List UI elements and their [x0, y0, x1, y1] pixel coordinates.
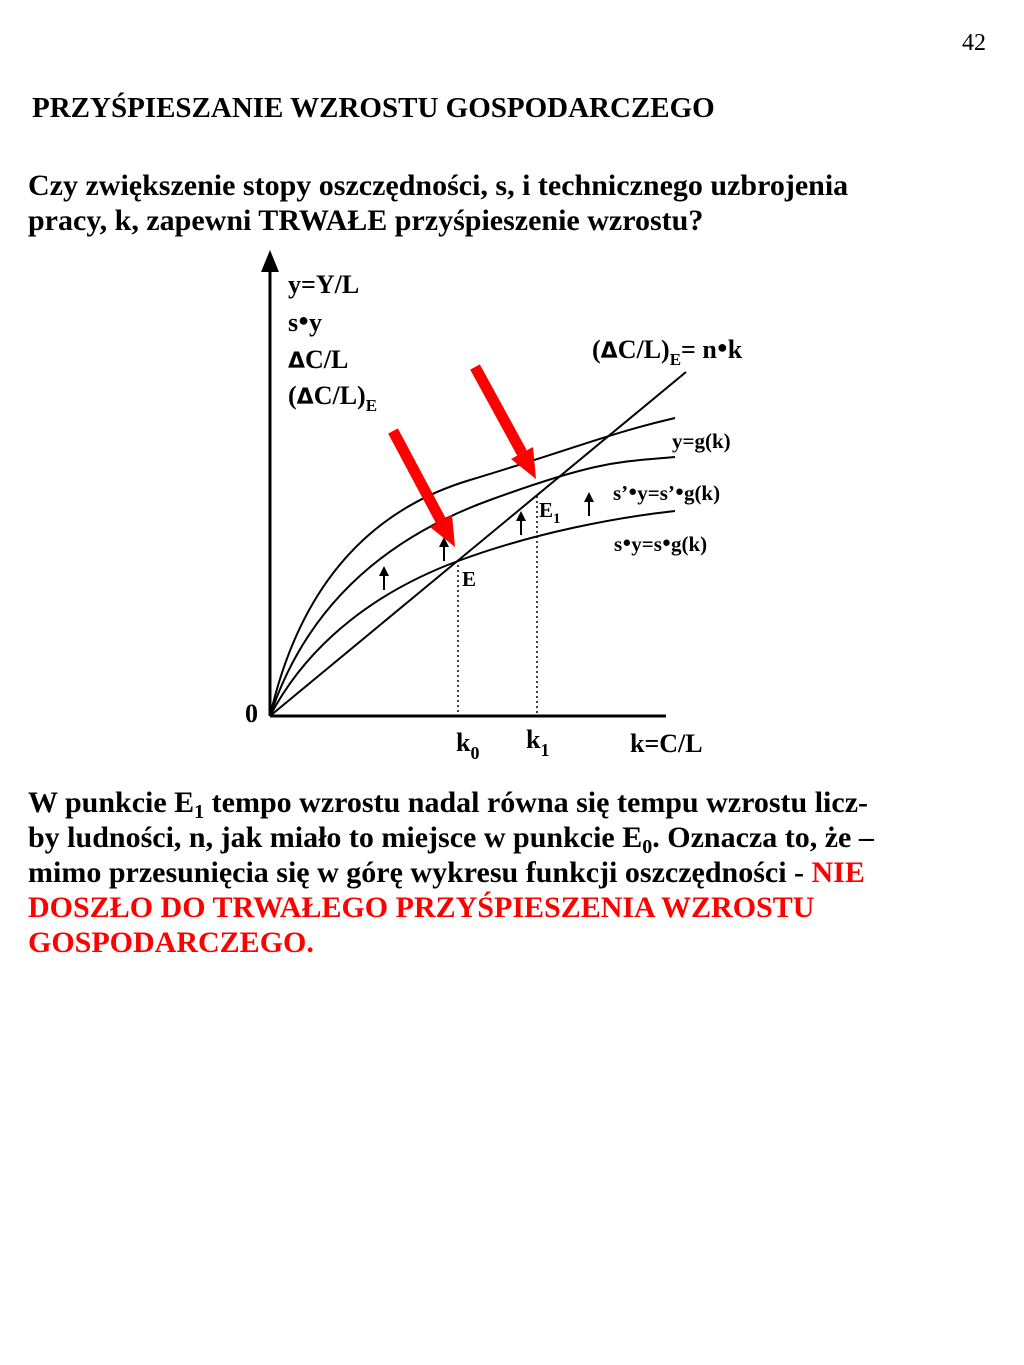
y-axis-label-output: y=Y/L	[288, 270, 360, 299]
page-number: 42	[962, 30, 986, 56]
red-arrow-to-E1	[475, 367, 536, 479]
question-line-1: Czy zwiększenie stopy oszczędności, s, i technicznego uzbrojenia	[28, 169, 849, 202]
shift-up-arrow	[379, 566, 389, 590]
label-savings-function: s●y=s●g(k)	[614, 532, 708, 556]
label-point-E1: $E_1$	[539, 498, 561, 527]
label-production-function: y=g(k)	[672, 429, 731, 453]
x-axis-label: k=C/L	[630, 729, 703, 758]
highlight-nie: NIE	[811, 856, 865, 889]
conclusion-text	[28, 785, 1003, 960]
y-axis-label-savings: s●y	[288, 308, 322, 337]
conclusion-line-4: DOSZŁO DO TRWAŁEGO PRZYŚPIESZENIA WZROSTU	[28, 891, 815, 924]
y-axis-arrowhead	[261, 250, 279, 272]
label-new-savings-function: s’●y=s’●g(k)	[613, 481, 721, 505]
y-axis-label-required-investment: $(\Delta C/L)_E$	[288, 381, 378, 415]
label-capital-widening-line: $(\Delta C/L)_E=$ n●k	[592, 335, 743, 369]
label-k0: $k_0$	[456, 728, 480, 763]
y-axis-label-investment: ΔC/L	[288, 345, 349, 374]
label-point-E: E	[462, 567, 477, 591]
page-title: PRZYŚPIESZANIE WZROSTU GOSPODARCZEGO	[32, 92, 715, 124]
question-line-2: pracy, k, zapewni TRWAŁE przyśpieszenie wzrostu?	[28, 204, 704, 237]
shift-up-arrow	[584, 492, 594, 516]
conclusion-line-5: GOSPODARCZEGO.	[28, 926, 314, 959]
shift-up-arrow	[516, 511, 526, 535]
conclusion-line-3: mimo przesunięcia się w górę wykresu funkcji oszczędności - NIE	[28, 856, 865, 889]
conclusion-line-1: W punkcie $E_1$ tempo wzrostu nadal równa się tempu wzrostu licz-	[28, 786, 869, 823]
conclusion-line-2: by ludności, n, jak miało to miejsce w punkcie $E_0$. Oznacza to, że –	[28, 821, 874, 858]
label-origin: 0	[245, 699, 258, 728]
label-k1: $k_1$	[526, 725, 550, 760]
